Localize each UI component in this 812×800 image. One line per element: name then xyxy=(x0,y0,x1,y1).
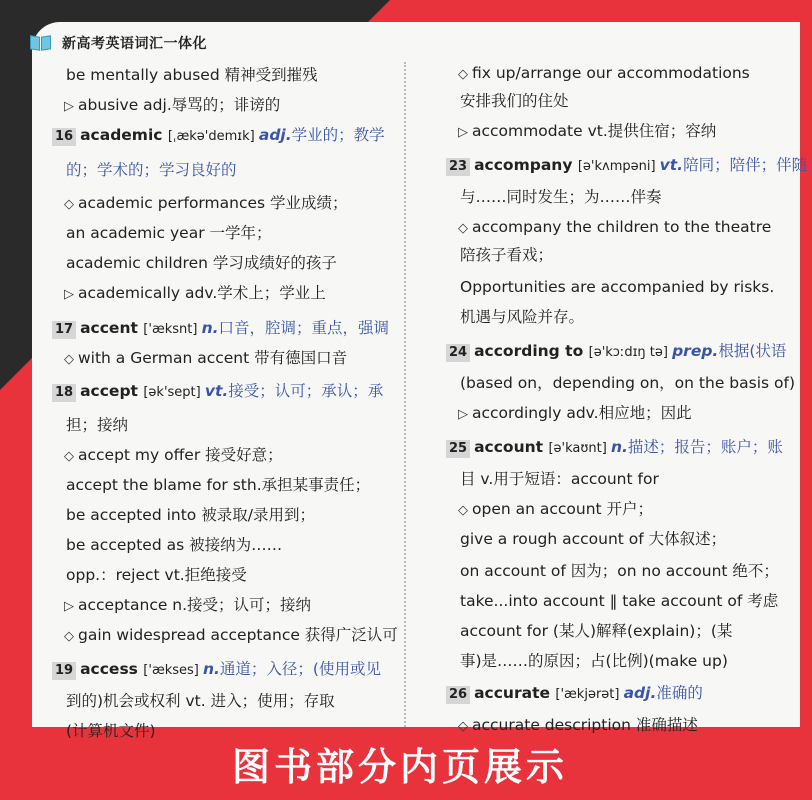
headword: access xyxy=(80,660,144,678)
definition: 口音，腔调；重点，强调 xyxy=(218,319,390,337)
definition: 准确的 xyxy=(656,684,703,702)
diamond-marker-icon: ◇ xyxy=(64,197,74,212)
definition: 根据(状语 xyxy=(718,342,787,360)
entry-text: account for (某人)解释(explain)；(某 xyxy=(460,622,733,640)
triangle-marker-icon: ▷ xyxy=(64,599,74,614)
entry-text: give a rough account of 大体叙述； xyxy=(460,530,727,548)
definition: 通道；入径；(使用或见 xyxy=(219,660,381,678)
entry-line xyxy=(66,690,335,712)
entry-text: with a German accent 带有德国口音 xyxy=(78,349,348,367)
part-of-speech: n. xyxy=(201,319,219,337)
phonetic: [ə'kaʊnt] xyxy=(548,441,611,456)
entry-line xyxy=(66,159,237,181)
entry-line xyxy=(52,124,385,148)
entry-line xyxy=(460,650,728,672)
part-of-speech: vt. xyxy=(659,156,684,174)
entry-line xyxy=(66,534,282,556)
definition: 陪同；陪伴；伴随 xyxy=(683,156,808,174)
entry-line xyxy=(66,64,318,86)
entry-text: be accepted into 被录取/录用到； xyxy=(66,506,315,524)
entry-number: 19 xyxy=(52,662,76,680)
entry-text: fix up/arrange our accommodations xyxy=(472,64,750,82)
entry-number: 24 xyxy=(446,344,470,362)
triangle-marker-icon: ▷ xyxy=(64,99,74,114)
phonetic: ['ækjərət] xyxy=(555,687,624,702)
entry-text: 担；接纳 xyxy=(66,416,129,434)
entry-text: abusive adj.辱骂的；诽谤的 xyxy=(78,96,281,114)
entry-text: 事)是……的原因；占(比例)(make up) xyxy=(460,652,728,670)
banner-text: 图书部分内页展示 xyxy=(231,745,568,789)
entry-line xyxy=(446,682,703,706)
phonetic: [ə'kɔːdɪŋ tə] xyxy=(588,345,673,360)
triangle-marker-icon: ▷ xyxy=(458,407,468,422)
entry-line xyxy=(66,504,315,526)
entry-line xyxy=(64,94,280,118)
definition: 描述；报告；账户；账 xyxy=(627,438,783,456)
entry-line xyxy=(458,402,692,426)
headword: academic xyxy=(80,126,168,144)
entry-text: 目 v.用于短语：account for xyxy=(460,470,659,488)
part-of-speech: adj. xyxy=(623,684,657,702)
entry-line xyxy=(64,624,398,648)
entry-line xyxy=(458,216,771,240)
entry-line xyxy=(458,498,653,522)
phonetic: ['ækses] xyxy=(143,663,203,678)
phonetic: [ˌækə'demɪk] xyxy=(167,129,259,144)
entry-number: 18 xyxy=(52,384,76,402)
entry-text: academic performances 学业成绩； xyxy=(78,194,348,212)
entry-line xyxy=(460,590,778,612)
entry-number: 17 xyxy=(52,321,76,339)
phonetic: ['æksnt] xyxy=(143,322,202,337)
entry-text: on account of 因为；on no account 绝不； xyxy=(460,562,779,580)
page-header xyxy=(32,28,207,58)
entry-line xyxy=(66,252,337,274)
entry-text: accurate description 准确描述 xyxy=(472,716,698,734)
entry-text: be mentally abused 精神受到摧残 xyxy=(66,66,318,84)
part-of-speech: prep. xyxy=(672,342,719,360)
entry-line xyxy=(66,474,370,496)
entry-line xyxy=(52,658,381,682)
headword: accent xyxy=(80,319,144,337)
diamond-marker-icon: ◇ xyxy=(458,221,468,236)
entry-text: accept the blame for sth.承担某事责任； xyxy=(66,476,371,494)
headword: according to xyxy=(474,342,589,360)
entry-text: open an account 开户； xyxy=(472,500,654,518)
part-of-speech: n. xyxy=(202,660,220,678)
entry-line xyxy=(460,244,553,266)
entry-line xyxy=(52,317,389,341)
header-title: 新高考英语词汇一体化 xyxy=(62,36,207,52)
banner xyxy=(0,727,800,800)
part-of-speech: n. xyxy=(610,438,628,456)
entry-line xyxy=(460,276,774,298)
part-of-speech: vt. xyxy=(204,382,229,400)
diamond-marker-icon: ◇ xyxy=(64,629,74,644)
entry-text: (based on，depending on，on the basis of) xyxy=(460,374,795,392)
entry-line xyxy=(458,120,716,144)
diamond-marker-icon: ◇ xyxy=(458,67,468,82)
entry-number: 23 xyxy=(446,158,470,176)
column-divider xyxy=(404,62,406,727)
entry-text: 到的)机会或权利 vt. 进入；使用；存取 xyxy=(66,692,335,710)
definition: 接受；认可；承认；承 xyxy=(228,382,384,400)
entry-number: 25 xyxy=(446,440,470,458)
headword: account xyxy=(474,438,549,456)
entry-line xyxy=(66,222,272,244)
headword: accept xyxy=(80,382,144,400)
entry-text: 安排我们的住处 xyxy=(460,92,569,110)
book-icon xyxy=(30,33,52,53)
entry-line xyxy=(460,306,584,328)
headword: accompany xyxy=(474,156,578,174)
entry-text: acceptance n.接受；认可；接纳 xyxy=(78,596,312,614)
entry-text: accordingly adv.相应地；因此 xyxy=(472,404,692,422)
entry-line xyxy=(446,154,807,178)
entry-line xyxy=(460,372,795,394)
entry-line xyxy=(64,282,326,306)
entry-line xyxy=(460,620,732,642)
entry-line xyxy=(458,62,750,86)
entry-text: opp.：reject vt.拒绝接受 xyxy=(66,566,247,584)
triangle-marker-icon: ▷ xyxy=(64,287,74,302)
entry-text: take...into account ‖ take account of 考虑 xyxy=(460,592,779,610)
entry-line xyxy=(52,380,383,404)
entry-text: accept my offer 接受好意； xyxy=(78,446,283,464)
entry-line xyxy=(64,192,348,216)
entry-text: accommodate vt.提供住宿；容纳 xyxy=(472,122,717,140)
diamond-marker-icon: ◇ xyxy=(64,449,74,464)
entry-text: 机遇与风险并存。 xyxy=(460,308,585,326)
entry-text: academically adv.学术上；学业上 xyxy=(78,284,326,302)
entry-text: (计算机文件) xyxy=(66,722,156,740)
entry-line xyxy=(460,186,662,208)
entry-line xyxy=(66,414,128,436)
headword: accurate xyxy=(474,684,556,702)
entry-number: 16 xyxy=(52,128,76,146)
entry-line xyxy=(460,90,569,112)
entry-number: 26 xyxy=(446,686,470,704)
entry-text: accompany the children to the theatre xyxy=(472,218,772,236)
entry-text: 的；学术的；学习良好的 xyxy=(66,161,237,179)
entry-line xyxy=(64,594,311,618)
entry-text: gain widespread acceptance 获得广泛认可 xyxy=(78,626,398,644)
entry-text: academic children 学习成绩好的孩子 xyxy=(66,254,337,272)
entry-line xyxy=(64,347,347,371)
entry-text: be accepted as 被接纳为…… xyxy=(66,536,283,554)
triangle-marker-icon: ▷ xyxy=(458,125,468,140)
entry-line xyxy=(66,564,247,586)
entry-text: an academic year 一学年； xyxy=(66,224,272,242)
entry-line xyxy=(460,560,779,582)
entry-line xyxy=(460,528,726,550)
definition: 学业的；教学 xyxy=(291,126,385,144)
book-page xyxy=(32,22,808,740)
entry-line xyxy=(460,468,659,490)
phonetic: [ə'kʌmpəni] xyxy=(577,159,660,174)
entry-line xyxy=(446,436,783,460)
part-of-speech: adj. xyxy=(258,126,292,144)
phonetic: [ək'sept] xyxy=(143,385,205,400)
diamond-marker-icon: ◇ xyxy=(458,719,468,734)
entry-line xyxy=(446,340,786,364)
diamond-marker-icon: ◇ xyxy=(64,352,74,367)
diamond-marker-icon: ◇ xyxy=(458,503,468,518)
entry-text: 与……同时发生；为……伴奏 xyxy=(460,188,662,206)
entry-text: 陪孩子看戏； xyxy=(460,246,554,264)
entry-line xyxy=(64,444,283,468)
entry-text: Opportunities are accompanied by risks. xyxy=(460,278,775,296)
